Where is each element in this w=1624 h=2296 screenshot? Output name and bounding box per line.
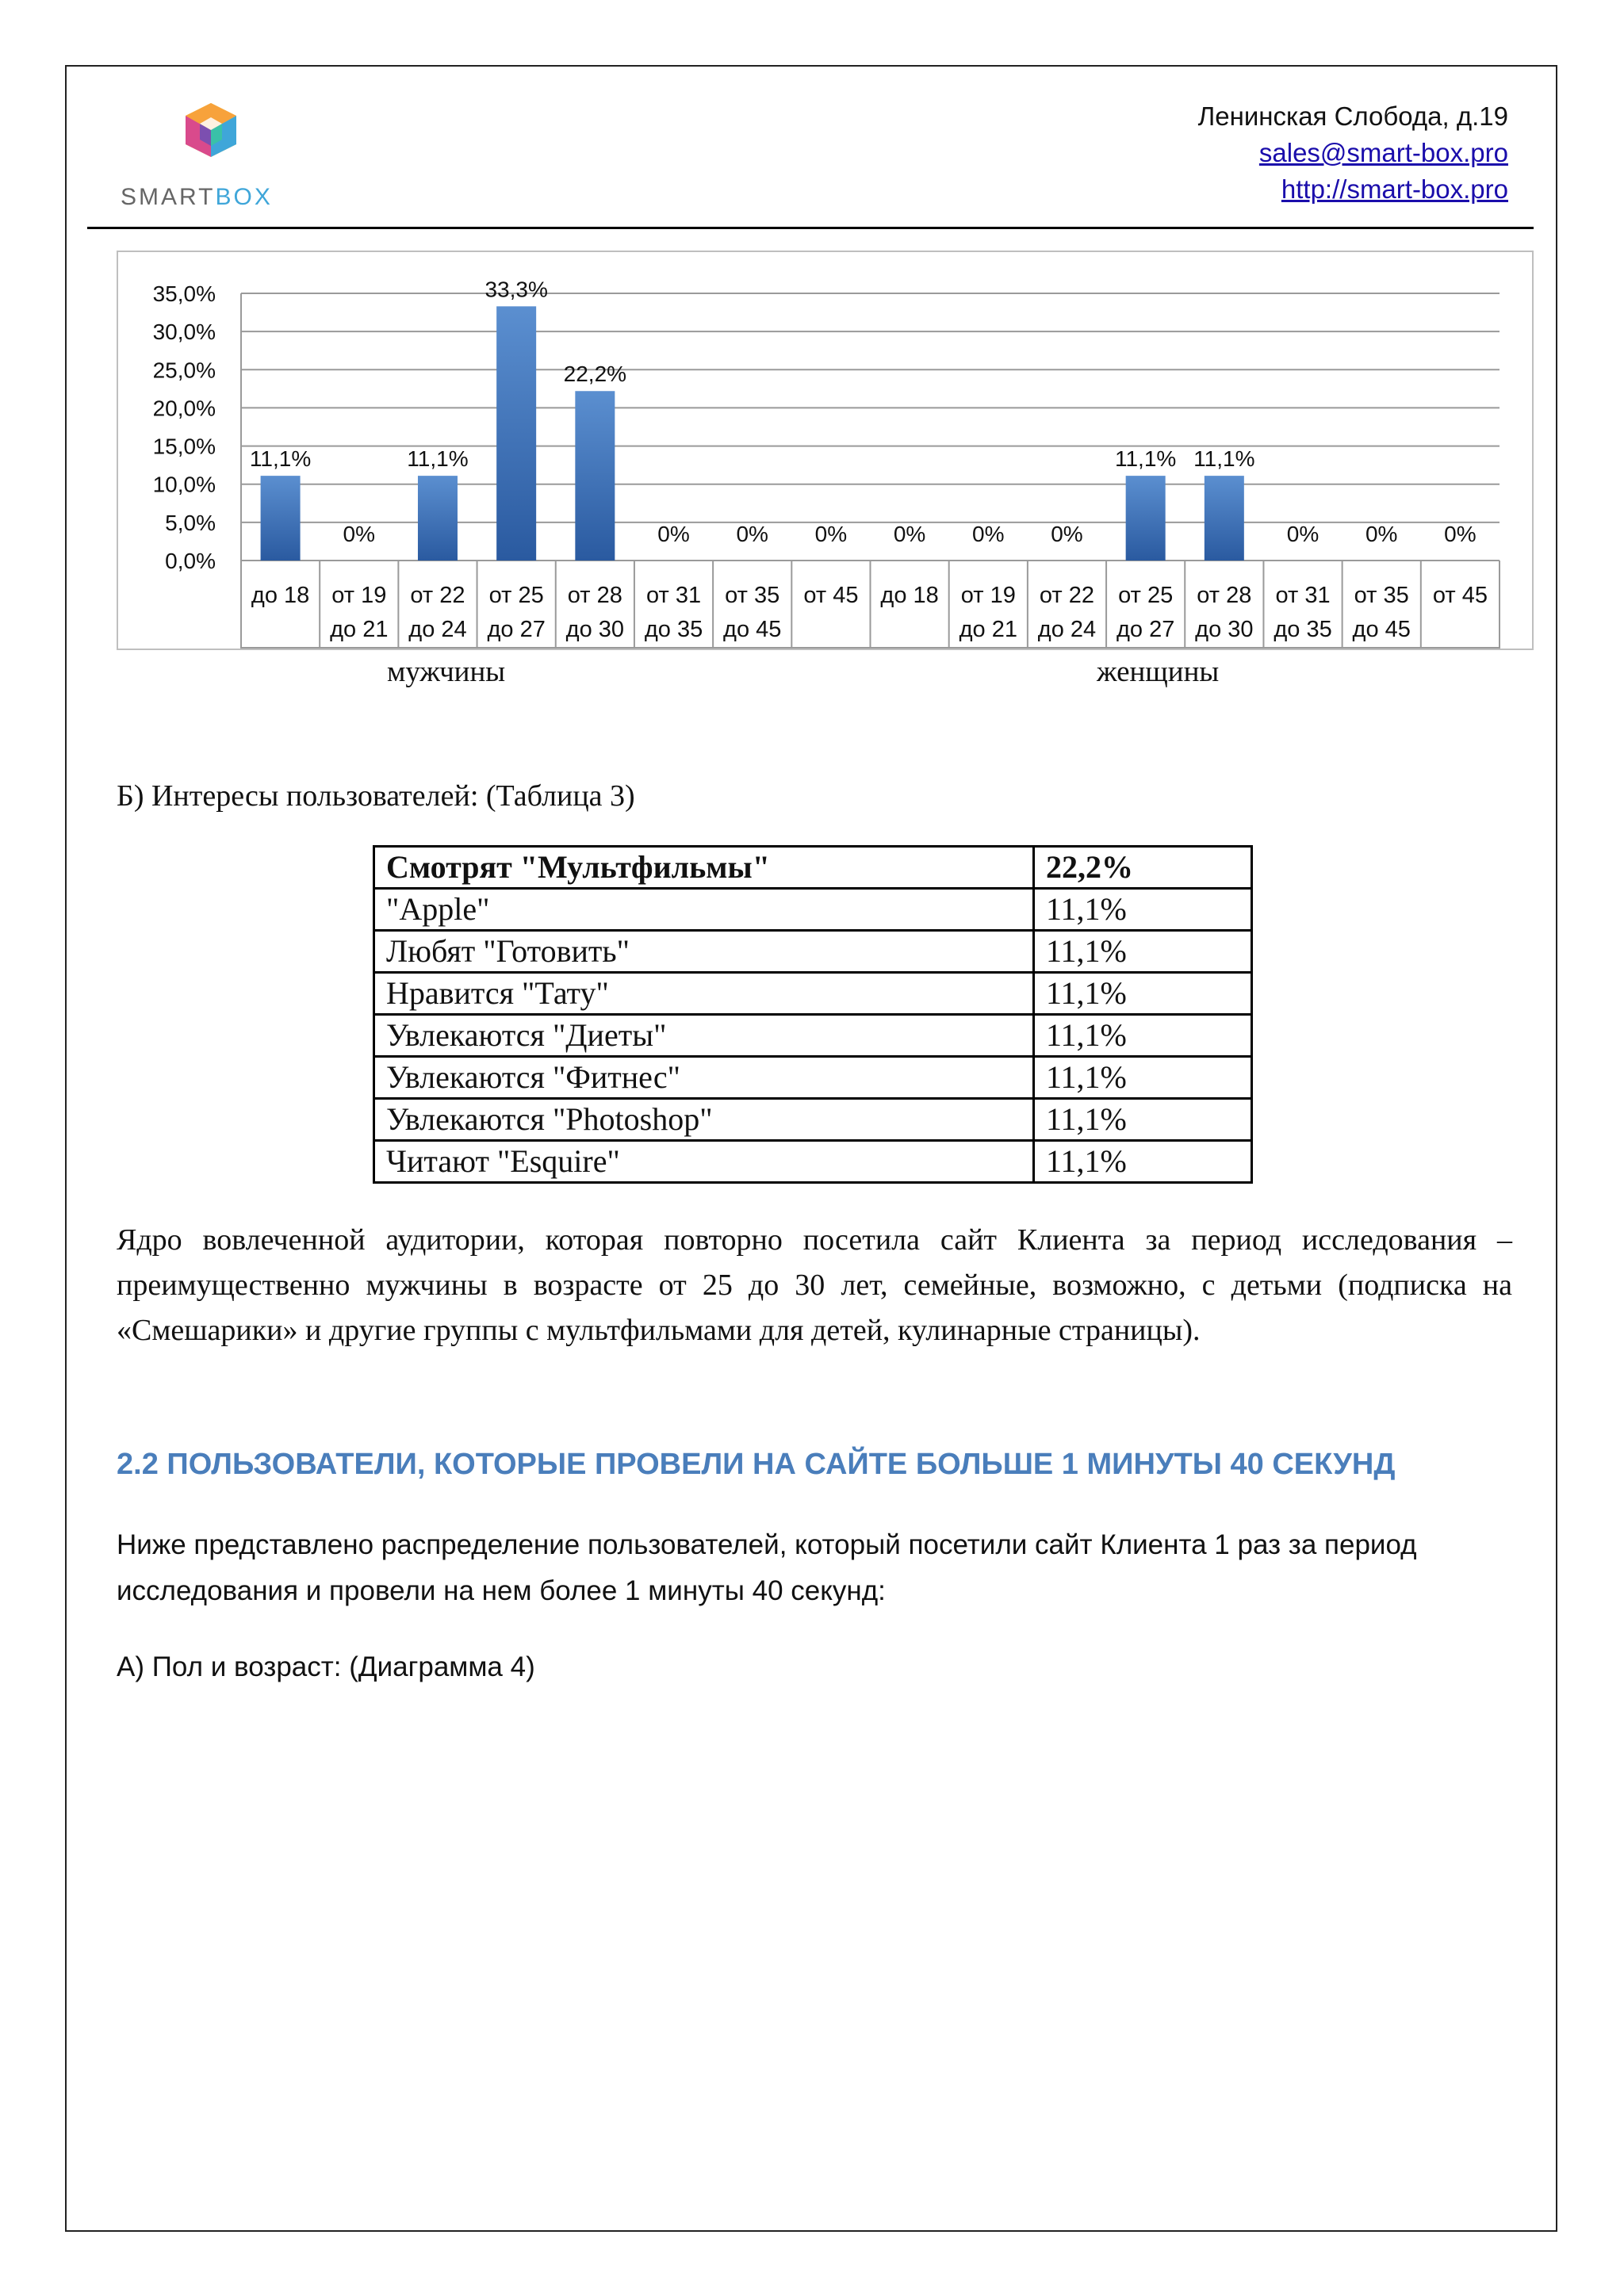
data-label: 0%	[1365, 522, 1398, 546]
x-tick-label: от 22	[1039, 583, 1095, 608]
section-subheading: А) Пол и возраст: (Диаграмма 4)	[117, 1651, 535, 1682]
age-bar-chart	[118, 252, 1532, 649]
data-label: 0%	[736, 522, 768, 546]
interest-value: 11,1%	[1034, 889, 1252, 931]
group-label-men: мужчины	[387, 656, 506, 688]
x-tick-label: от 19	[331, 583, 387, 608]
x-tick-label: до 21	[959, 617, 1017, 642]
x-tick-label: до 45	[1352, 617, 1411, 642]
y-tick-label: 5,0%	[165, 510, 216, 535]
section-description: Ниже представлено распределение пользователей, который посетили сайт Клиента 1 раз за период исследования и провели на нем более 1 минуты 40 секунд:	[117, 1529, 1417, 1606]
x-tick-label: от 45	[1432, 583, 1488, 608]
x-tick-label: от 28	[567, 583, 622, 608]
x-tick-label: от 35	[725, 583, 780, 608]
data-label: 0%	[972, 522, 1005, 546]
y-tick-label: 0,0%	[165, 549, 216, 573]
data-label: 33,3%	[485, 277, 548, 302]
x-tick-label: до 24	[1037, 617, 1097, 642]
x-tick-label: до 30	[565, 617, 625, 642]
y-tick-label: 30,0%	[152, 320, 216, 345]
x-tick-label: до 30	[1195, 617, 1254, 642]
x-tick-label: до 27	[1116, 617, 1175, 642]
data-label: 0%	[657, 522, 690, 546]
bar	[496, 306, 536, 561]
bar	[261, 476, 301, 561]
x-tick-label: до 18	[251, 583, 310, 608]
age-chart-frame	[117, 251, 1534, 650]
x-tick-label: до 35	[1274, 617, 1332, 642]
data-label: 0%	[343, 522, 376, 546]
x-tick-label: от 28	[1197, 583, 1252, 608]
email-link[interactable]: sales@smart-box.pro	[1258, 138, 1508, 167]
bar	[1205, 476, 1244, 561]
logo-text: SMARTBOX	[121, 184, 273, 210]
interest-label: Любят "Готовить"	[374, 931, 1034, 973]
x-tick-label: до 45	[723, 617, 782, 642]
data-label: 0%	[814, 522, 848, 546]
x-tick-label: от 25	[488, 583, 544, 608]
section-heading: 2.2 ПОЛЬЗОВАТЕЛИ, КОТОРЫЕ ПРОВЕЛИ НА САЙТЕ БОЛЬШЕ 1 МИНУТЫ 40 СЕКУНД	[117, 1448, 1396, 1481]
group-label-women: женщины	[1097, 656, 1220, 688]
x-tick-label: от 31	[1275, 583, 1331, 608]
x-tick-label: до 27	[487, 617, 546, 642]
interest-label: Нравится "Тату"	[374, 973, 1034, 1015]
x-tick-label: до 24	[408, 617, 467, 642]
interest-label: "Apple"	[374, 889, 1034, 931]
y-tick-label: 35,0%	[152, 281, 216, 306]
interest-value: 22,2%	[1034, 847, 1252, 889]
interest-value: 11,1%	[1034, 1057, 1252, 1099]
contact-block	[1198, 98, 1508, 208]
data-label: 11,1%	[1114, 446, 1177, 472]
bar	[1126, 476, 1166, 561]
x-tick-label: от 45	[803, 583, 859, 608]
x-tick-label: от 31	[645, 583, 702, 608]
interest-value: 11,1%	[1034, 931, 1252, 973]
interest-value: 11,1%	[1034, 1099, 1252, 1141]
interest-value: 11,1%	[1034, 1141, 1252, 1183]
x-tick-label: от 35	[1354, 583, 1409, 608]
interest-row	[374, 1057, 1252, 1099]
interest-row	[374, 847, 1252, 889]
data-label: 11,1%	[249, 446, 312, 472]
bar	[418, 476, 458, 561]
data-label: 11,1%	[407, 446, 469, 472]
interest-label: Читают "Esquire"	[374, 1141, 1034, 1183]
interest-row	[374, 1099, 1252, 1141]
x-tick-label: от 22	[410, 583, 465, 608]
y-tick-label: 20,0%	[152, 396, 216, 421]
interest-value: 11,1%	[1034, 973, 1252, 1015]
data-label: 0%	[1286, 522, 1320, 546]
interest-row	[374, 973, 1252, 1015]
y-tick-label: 10,0%	[152, 472, 216, 497]
interest-label: Увлекаются "Диеты"	[374, 1015, 1034, 1057]
x-tick-label: до 18	[880, 583, 939, 608]
interest-row	[374, 889, 1252, 931]
data-label: 0%	[1444, 522, 1477, 546]
data-label: 22,2%	[563, 362, 627, 387]
interest-row	[374, 931, 1252, 973]
x-tick-label: от 19	[960, 583, 1016, 608]
bar	[575, 391, 615, 561]
data-label: 0%	[893, 522, 926, 546]
website-link[interactable]: http://smart-box.pro	[1281, 174, 1508, 204]
interest-label: Увлекаются "Photoshop"	[374, 1099, 1034, 1141]
x-tick-label: до 21	[330, 617, 389, 642]
interests-table	[373, 845, 1253, 1184]
x-tick-label: до 35	[644, 617, 703, 642]
header-divider	[87, 227, 1534, 229]
core-audience-paragraph: Ядро вовлеченной аудитории, которая повторно посетила сайт Клиента за период исследования – преимущественно мужчины в возрасте от 25 до 30 лет, семейные, возможно, с детьми (подписка на «Смешарики» и другие группы с мультфильмами для детей, кулинарные страницы).	[117, 1223, 1512, 1347]
interest-label: Увлекаются "Фитнес"	[374, 1057, 1034, 1099]
y-tick-label: 25,0%	[152, 358, 216, 383]
interest-value: 11,1%	[1034, 1015, 1252, 1057]
data-label: 11,1%	[1193, 446, 1255, 472]
interest-row	[374, 1141, 1252, 1183]
interests-title: Б) Интересы пользователей: (Таблица 3)	[117, 779, 635, 813]
x-tick-label: от 25	[1118, 583, 1174, 608]
y-tick-label: 15,0%	[152, 434, 216, 459]
address-text: Ленинская Слобода, д.19	[1197, 101, 1508, 131]
data-label: 0%	[1051, 522, 1083, 546]
interest-row	[374, 1015, 1252, 1057]
interest-label: Смотрят "Мультфильмы"	[374, 847, 1034, 889]
